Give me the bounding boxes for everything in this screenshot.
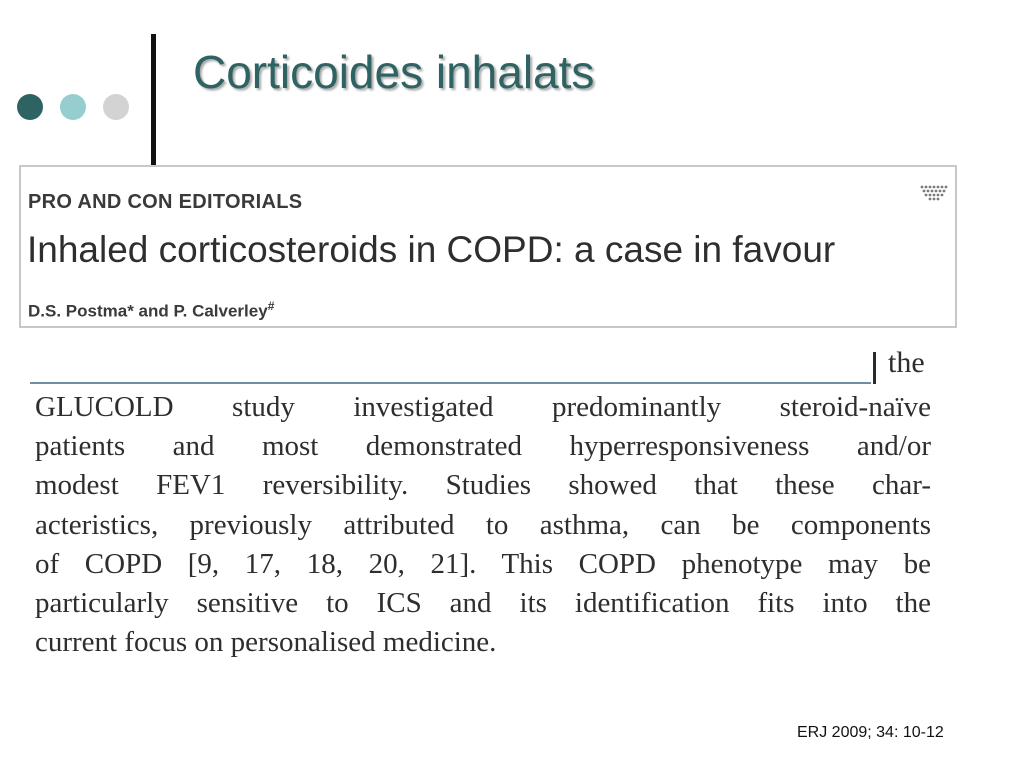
authors-names: D.S. Postma* and P. Calverley [28,301,268,321]
excerpt-line: particularly sensitive to ICS and its identification fits into the [35,587,931,620]
journal-logo-icon [919,183,949,203]
section-label: PRO AND CON EDITORIALS [28,191,303,213]
editorial-header-box [19,165,957,328]
excerpt-line: modest FEV1 reversibility. Studies showed that these char- [35,469,931,502]
slide-title: Corticoides inhalats [193,46,595,98]
excerpt-cut-line [30,382,871,384]
excerpt-line: of COPD [9, 17, 18, 20, 21]. This COPD phenotype may be [35,547,931,580]
text-cursor-bar [873,352,876,384]
excerpt-body [35,388,931,662]
excerpt-first-line-tail: the [888,346,925,379]
article-authors [28,299,274,322]
journal-citation: ERJ 2009; 34: 10-12 [797,724,944,741]
slide-decoration-dot-1 [17,94,43,120]
authors-affiliation-mark: # [267,299,275,313]
excerpt-line: GLUCOLD study investigated predominantly steroid-naïve [35,391,931,423]
article-title: Inhaled corticosteroids in COPD: a case in favour [27,229,836,270]
slide-decoration-dot-3 [103,94,129,120]
excerpt-line: patients and most demonstrated hyperresponsiveness and/or [35,430,931,463]
excerpt-line: current focus on personalised medicine. [35,626,497,659]
excerpt-line: acteristics, previously attributed to asthma, can be components [35,508,931,541]
slide-divider-bar [151,34,156,180]
slide-decoration-dot-2 [60,94,86,120]
